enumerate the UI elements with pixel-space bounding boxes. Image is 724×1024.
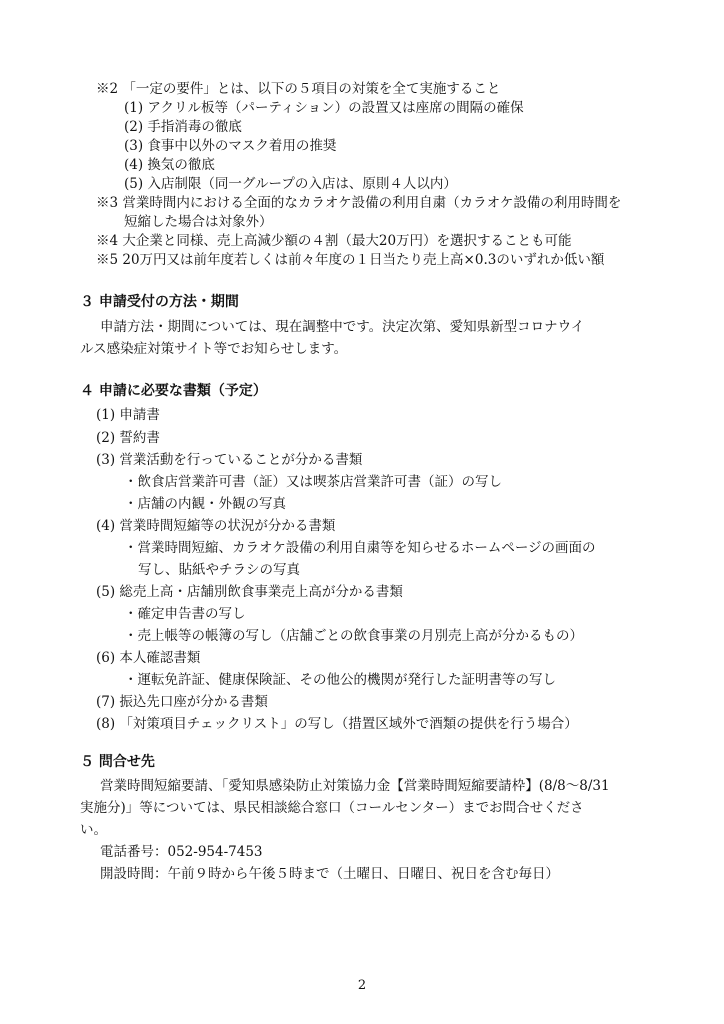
- doc-item-3-bullet-2: ・店舗の内観・外観の写真: [124, 496, 286, 512]
- doc-item-5-bullet-1: ・確定申告書の写し: [124, 606, 246, 622]
- page-number: 2: [357, 978, 367, 993]
- section-5-body-cont: 実施分)」等については、県民相談総合窓口（コールセンター）までお問合せくださ: [80, 800, 584, 816]
- section-3-body: 申請方法・期間については、現在調整中です。決定次第、愛知県新型コロナウイ: [100, 319, 585, 335]
- doc-item-6: (6) 本人確認書類: [96, 650, 201, 666]
- doc-item-7: (7) 振込先口座が分かる書類: [96, 694, 268, 710]
- section-4-heading: ４ 申請に必要な書類（予定）: [80, 383, 267, 399]
- section-5-body-end: い。: [80, 822, 107, 838]
- doc-item-8: (8) 「対策項目チェックリスト」の写し（措置区域外で酒類の提供を行う場合）: [96, 716, 578, 732]
- doc-item-4: (4) 営業時間短縮等の状況が分かる書類: [96, 518, 336, 534]
- section-5-body: 営業時間短縮要請、「愛知県感染防止対策協力金【営業時間短縮要請枠】(8/8～8/31: [100, 778, 610, 794]
- phone-number: 電話番号：052-954-7453: [100, 844, 263, 860]
- doc-item-4-bullet-1: ・営業時間短縮、カラオケ設備の利用自粛等を知らせるホームページの画面の: [124, 540, 596, 556]
- doc-item-2: (2) 誓約書: [96, 430, 160, 446]
- section-3-body-cont: ルス感染症対策サイト等でお知らせします。: [80, 341, 348, 357]
- note-2-item-2: (2) 手指消毒の徹底: [124, 119, 242, 135]
- note-2-item-1: (1) アクリル板等（パーティション）の設置又は座席の間隔の確保: [124, 100, 524, 116]
- opening-hours: 開設時間：午前９時から午後５時まで（土曜日、日曜日、祝日を含む毎日）: [100, 866, 559, 882]
- note-2: ※2 「一定の要件」とは、以下の５項目の対策を全て実施すること: [96, 81, 501, 97]
- note-2-item-4: (4) 換気の徹底: [124, 157, 215, 173]
- note-2-item-5: (5) 入店制限（同一グループの入店は、原則４人以内）: [124, 176, 457, 192]
- note-5: ※5 20万円又は前年度若しくは前々年度の１日当たり売上高×0.3のいずれか低い額: [96, 252, 605, 268]
- section-3-heading: ３ 申請受付の方法・期間: [80, 294, 239, 310]
- section-5-heading: ５ 問合せ先: [80, 754, 155, 770]
- note-4: ※4 大企業と同様、売上高減少額の４割（最大20万円）を選択することも可能: [96, 233, 572, 249]
- note-3: ※3 営業時間内における全面的なカラオケ設備の利用自粛（カラオケ設備の利用時間を: [96, 195, 622, 211]
- doc-item-1: (1) 申請書: [96, 407, 160, 423]
- note-2-item-3: (3) 食事中以外のマスク着用の推奨: [124, 138, 337, 154]
- doc-item-3-bullet-1: ・飲食店営業許可書（証）又は喫茶店営業許可書（証）の写し: [124, 474, 502, 490]
- doc-item-4-bullet-1-cont: 写し、貼紙やチラシの写真: [138, 562, 300, 578]
- doc-item-5-bullet-2: ・売上帳等の帳簿の写し（店舗ごとの飲食事業の月別売上高が分かるもの）: [124, 628, 583, 644]
- doc-item-3: (3) 営業活動を行っていることが分かる書類: [96, 452, 363, 468]
- doc-item-6-bullet-1: ・運転免許証、健康保険証、その他公的機関が発行した証明書等の写し: [124, 672, 556, 688]
- doc-item-5: (5) 総売上高・店舗別飲食事業売上高が分かる書類: [96, 584, 403, 600]
- note-3-cont: 短縮した場合は対象外）: [124, 214, 273, 230]
